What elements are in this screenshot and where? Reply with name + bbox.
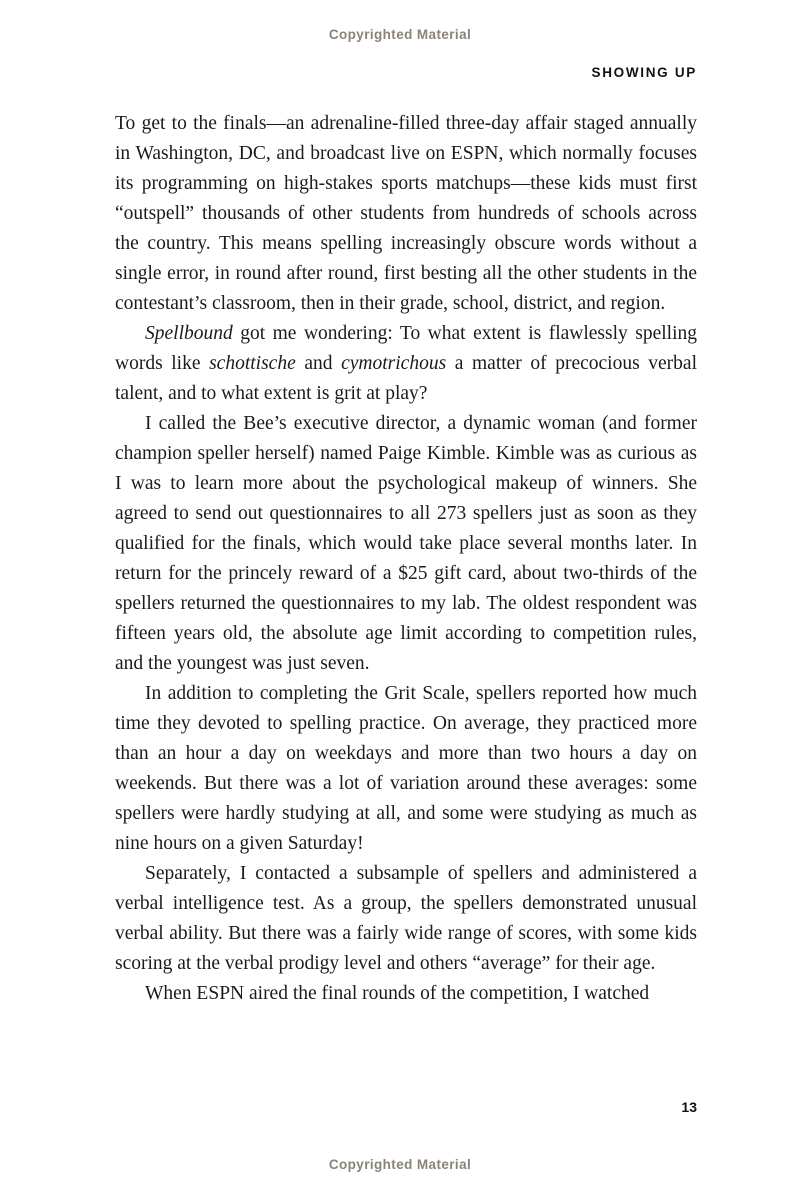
text-run: When ESPN aired the final rounds of the competition, I watched [145,983,650,1004]
copyright-notice-bottom: Copyrighted Material [328,1157,472,1172]
paragraph [115,979,697,1009]
paragraph [115,859,697,979]
page-number: 13 [681,1099,697,1115]
italic-text-run: Spellbound [145,323,233,344]
text-run: Separately, I contacted a subsample of spellers and administered a verbal intelligence test. As a group, the spellers demonstrated unusual verbal ability. But there was a fairly wide range of scores, with some kids scoring at the verbal prodigy level and others “average” for their age. [115,863,697,974]
text-run: and [295,353,342,374]
paragraph [115,319,697,409]
paragraph [115,679,697,859]
paragraph [115,409,697,679]
italic-text-run: schottische [209,353,296,374]
text-run: To get to the finals—an adrenaline-filled three-day affair staged annually in Washington, DC, and broadcast live on ESPN, which normally focuses its programming on high-stakes sports matchups—these kids must first “outspell” thousands of other students from hundreds of schools across the country. This means spelling increasingly obscure words without a single error, in round after round, first besting all the other students in the contestant’s classroom, then in their grade, school, district, and region. [115,113,697,314]
copyright-notice-top: Copyrighted Material [328,27,472,42]
running-header: SHOWING UP [591,65,697,80]
text-run: a matter of precocious verbal talent, and to what extent is grit at play? [115,353,697,404]
paragraph [115,109,697,319]
text-run: In addition to completing the Grit Scale, spellers reported how much time they devoted to spelling practice. On average, they practiced more than an hour a day on weekdays and more than two hours a day on weekends. But there was a lot of variation around these averages: some spellers were hardly studying at all, and some were studying as much as nine hours on a given Saturday! [115,683,697,854]
text-run: got me wondering: To what extent is flawlessly spelling words like [115,323,697,374]
italic-text-run: cymotrichous [341,353,447,374]
body-text [115,109,697,1009]
text-run: I called the Bee’s executive director, a dynamic woman (and former champion speller herself) named Paige Kimble. Kimble was as curious as I was to learn more about the psychological makeup of winners. She agreed to send out questionnaires to all 273 spellers just as soon as they qualified for the finals, which would take place several months later. In return for the princely reward of a $25 gift card, about two-thirds of the spellers returned the questionnaires to my lab. The oldest respondent was fifteen years old, the absolute age limit according to competition rules, and the youngest was just seven. [115,413,697,674]
